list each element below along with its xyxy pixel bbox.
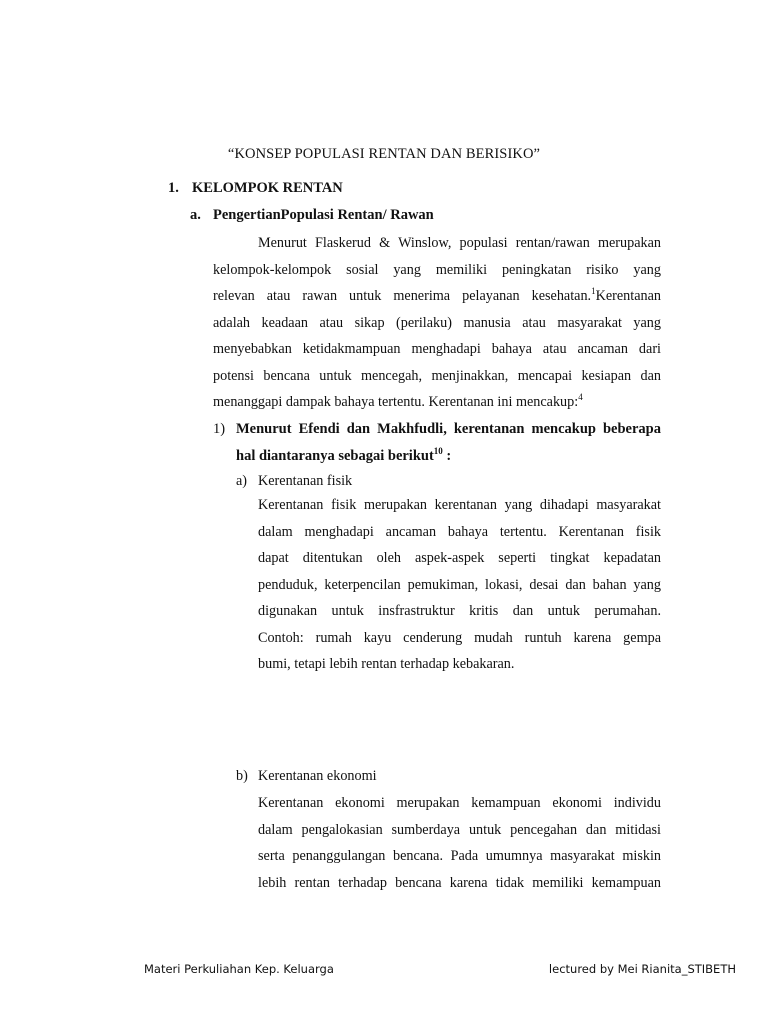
paragraph-line: kelompok-kelompok sosial yang memiliki peningkatan risiko yang: [213, 261, 661, 278]
section-title: KELOMPOK RENTAN: [192, 180, 343, 196]
paragraph-line: serta penanggulangan bencana. Pada umumnya masyarakat miskin: [258, 848, 661, 864]
footnote-ref: 1: [591, 286, 596, 296]
footnote-ref: 10: [433, 445, 443, 456]
paragraph-line: dalam pengalokasian sumberdaya untuk pencegahan dan mitidasi: [258, 821, 661, 838]
sublist-number: a): [236, 473, 248, 489]
line-text: Kerentanan: [595, 288, 661, 304]
paragraph-line: Kerentanan fisik merupakan kerentanan yang dihadapi masyarakat: [258, 497, 661, 513]
line-text: :: [442, 447, 452, 464]
list-item-1: [213, 416, 661, 469]
section-heading-1: [168, 180, 343, 197]
list-number: 1): [213, 421, 226, 437]
line-text: hal diantaranya sebagai berikut: [236, 447, 434, 464]
paragraph-line: Kerentanan ekonomi merupakan kemampuan ekonomi individu: [258, 795, 661, 811]
sublist-heading-a: [236, 473, 352, 490]
paragraph-line: Menurut Flaskerud & Winslow, populasi rentan/rawan merupakan: [258, 235, 661, 251]
line-text: menanggapi dampak bahaya tertentu. Kerentanan ini mencakup:: [213, 394, 579, 410]
paragraph-economic-vulnerability: [258, 790, 661, 896]
subsection-title: PengertianPopulasi Rentan/ Rawan: [213, 207, 434, 223]
sublist-number: b): [236, 768, 248, 784]
section-number: 1.: [168, 180, 179, 196]
footer-course-name: Materi Perkuliahan Kep. Keluarga: [144, 962, 334, 976]
footnote-ref: 4: [578, 392, 583, 402]
list-item-text: [236, 416, 661, 469]
paragraph-line: [213, 389, 661, 416]
document-title: “KONSEP POPULASI RENTAN DAN BERISIKO”: [227, 146, 541, 162]
subsection-heading-a: [190, 207, 434, 224]
paragraph-line: dalam menghadapi ancaman bahaya tertentu. Kerentanan fisik: [258, 523, 661, 540]
paragraph-line: penduduk, keterpencilan pemukiman, lokasi, desai dan bahan yang: [258, 576, 661, 593]
line-text: relevan atau rawan untuk menerima pelayanan kesehatan.: [213, 288, 592, 304]
sublist-heading-b: [236, 768, 377, 785]
sublist-title: Kerentanan ekonomi: [258, 768, 377, 784]
paragraph-line: potensi bencana untuk mencegah, menjinakkan, mencapai kesiapan dan: [213, 367, 661, 384]
list-item-line: [236, 443, 661, 470]
paragraph-line: adalah keadaan atau sikap (perilaku) manusia atau masyarakat yang: [213, 314, 661, 331]
paragraph-line: dapat ditentukan oleh aspek-aspek seperti tingkat kepadatan: [258, 550, 661, 566]
paragraph-line: digunakan untuk insfrastruktur kritis dan untuk perumahan.: [258, 603, 661, 619]
paragraph-line: bumi, tetapi lebih rentan terhadap kebakaran.: [258, 656, 515, 672]
list-item-line: Menurut Efendi dan Makhfudli, kerentanan mencakup beberapa: [236, 421, 661, 437]
subsection-number: a.: [190, 207, 201, 223]
paragraph-line: Contoh: rumah kayu cenderung mudah runtuh karena gempa: [258, 629, 661, 646]
footer-lecturer: lectured by Mei Rianita_STIBETH: [548, 962, 736, 976]
paragraph-line: lebih rentan terhadap bencana karena tidak memiliki kemampuan: [258, 874, 661, 891]
paragraph-line: menyebabkan ketidakmampuan menghadapi bahaya atau ancaman dari: [213, 341, 661, 357]
sublist-title: Kerentanan fisik: [258, 473, 353, 489]
paragraph-line: [213, 283, 661, 310]
paragraph-definition: [213, 230, 661, 416]
paragraph-physical-vulnerability: [258, 492, 661, 678]
